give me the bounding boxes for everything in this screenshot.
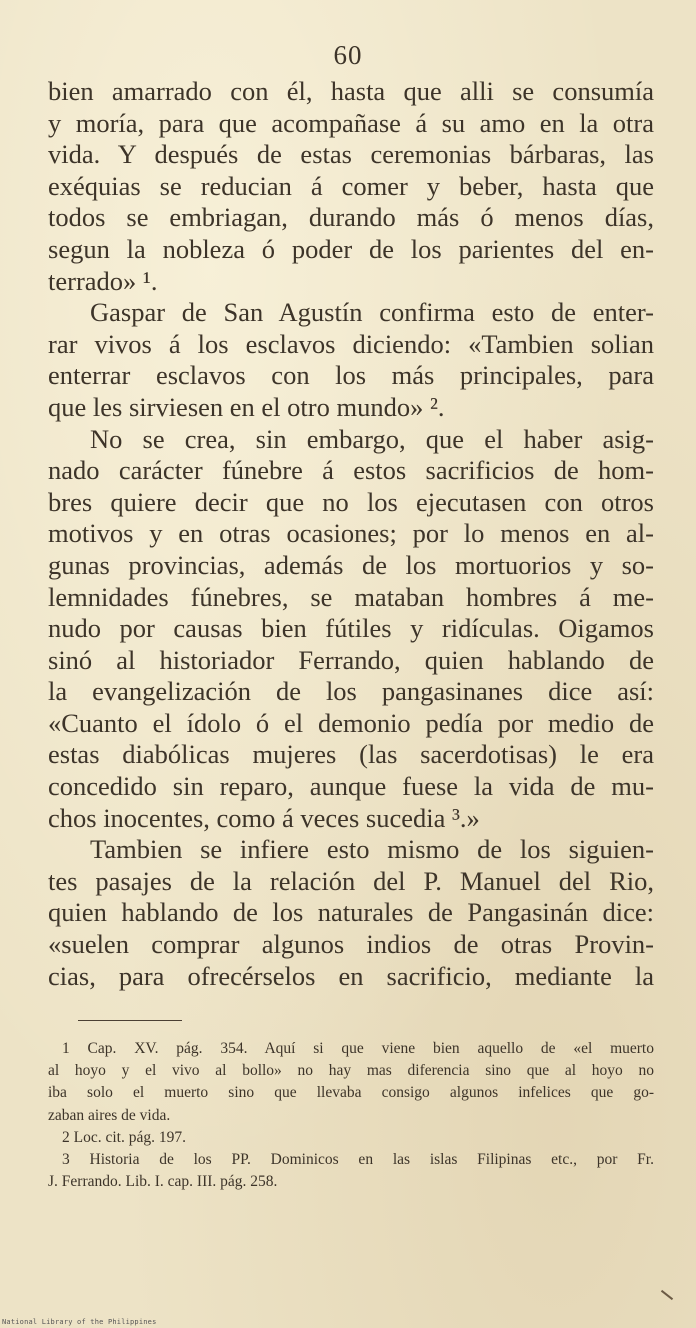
- body-line: quien hablando de los naturales de Pangasinán dice:: [48, 897, 654, 928]
- body-text: [48, 76, 654, 992]
- footnotes: [48, 1038, 654, 1193]
- body-line: enterrar esclavos con los más principales, para: [48, 360, 654, 391]
- body-line: bres quiere decir que no los ejecutasen con otros: [48, 486, 654, 517]
- footnote-line: zaban aires de vida.: [48, 1106, 171, 1124]
- footnote-line: iba solo el muerto sino que llevaba consigo algunos infelices que go-: [48, 1084, 654, 1102]
- footnote-divider: [78, 1020, 182, 1021]
- body-line: sinó al historiador Ferrando, quien hablando de: [48, 644, 654, 675]
- body-line: Gaspar de San Agustín confirma esto de enter-: [90, 297, 654, 328]
- body-line: cias, para ofrecérselos en sacrificio, mediante la: [48, 960, 654, 991]
- body-line: concedido sin reparo, aunque fuese la vida de mu-: [48, 771, 654, 802]
- body-line: chos inocentes, como á veces sucedia ³.»: [48, 802, 480, 833]
- library-footer: National Library of the Philippines: [2, 1318, 157, 1326]
- footnote-line: J. Ferrando. Lib. I. cap. III. pág. 258.: [48, 1173, 278, 1191]
- body-line: y moría, para que acompañase á su amo en la otra: [48, 107, 654, 138]
- footnote-line: 1 Cap. XV. pág. 354. Aquí si que viene bien aquello de «el muerto: [62, 1040, 654, 1057]
- body-line: motivos y en otras ocasiones; por lo menos en al-: [48, 518, 654, 549]
- footnote-line: 2 Loc. cit. pág. 197.: [62, 1128, 186, 1146]
- body-line: nudo por causas bien fútiles y ridículas. Oigamos: [48, 613, 654, 644]
- page-number: 60: [333, 40, 363, 70]
- body-line: estas diabólicas mujeres (las sacerdotisas) le era: [48, 739, 654, 770]
- body-line: No se crea, sin embargo, que el haber asig-: [90, 423, 654, 454]
- body-line: Tambien se infiere esto mismo de los siguien-: [90, 834, 654, 865]
- body-line: segun la nobleza ó poder de los parientes del en-: [48, 233, 654, 264]
- body-line: terrado» ¹.: [48, 265, 158, 296]
- body-line: todos se embriagan, durando más ó menos días,: [48, 202, 654, 233]
- body-line: «Cuanto el ídolo ó el demonio pedía por medio de: [48, 707, 654, 738]
- body-line: tes pasajes de la relación del P. Manuel del Rio,: [48, 865, 654, 896]
- page-mark: [661, 1290, 673, 1300]
- footnote-line: 3 Historia de los PP. Dominicos en las islas Filipinas etc., por Fr.: [62, 1150, 654, 1168]
- body-line: «suelen comprar algunos indios de otras Provin-: [48, 929, 654, 960]
- body-line: vida. Y después de estas ceremonias bárbaras, las: [48, 139, 654, 170]
- body-line: que les sirviesen en el otro mundo» ².: [48, 391, 445, 422]
- body-line: lemnidades fúnebres, se mataban hombres á me-: [48, 581, 654, 612]
- body-line: nado carácter fúnebre á estos sacrificios de hom-: [48, 455, 654, 486]
- footnote-line: al hoyo y el vivo al bollo» no hay mas diferencia sino que al hoyo no: [48, 1062, 654, 1080]
- body-line: gunas provincias, además de los mortuorios y so-: [48, 549, 654, 580]
- body-line: la evangelización de los pangasinanes dice así:: [48, 676, 654, 707]
- body-line: exéquias se reducian á comer y beber, hasta que: [48, 170, 654, 201]
- body-line: rar vivos á los esclavos diciendo: «Tambien solian: [48, 328, 654, 359]
- body-line: bien amarrado con él, hasta que alli se consumía: [48, 76, 654, 106]
